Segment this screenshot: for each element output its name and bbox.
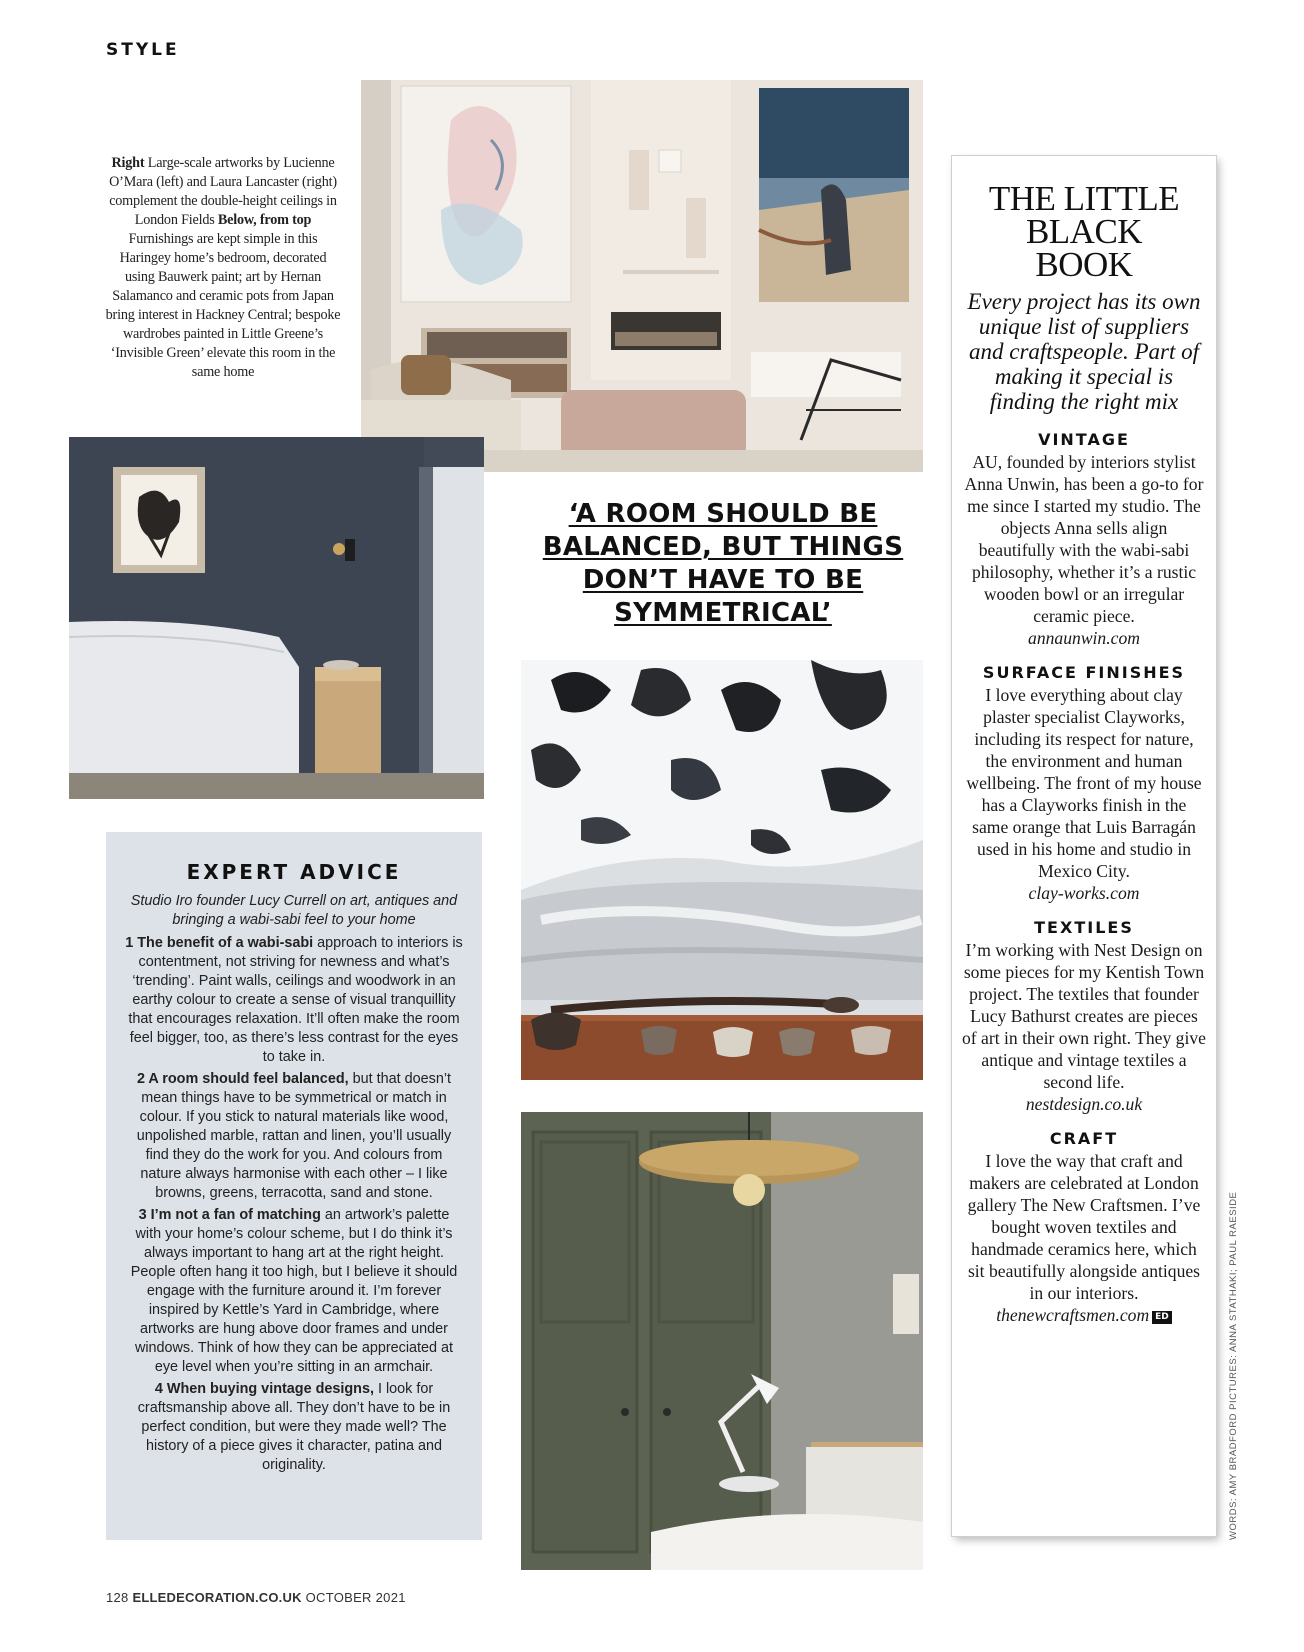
caption-below-text: Furnishings are kept simple in this Haringey home’s bedroom, decorated using Bauwerk paint; art by Hernan Salamanco and ceramic pots from Japan bring interest in Hackney Central; bespoke wardrobes painted in Little Greene’s ‘Invisible Green’ elevate this room in the same home [105, 231, 341, 380]
advice-tip-4-text: I look for craftsmanship above all. They don’t have to be in perfect condition, but were they made well? The history of a piece gives it character, patina and originality. [137, 1381, 451, 1473]
expert-advice-box [106, 832, 482, 1540]
pull-quote [523, 498, 923, 630]
little-black-book-standfirst: Every project has its own unique list of suppliers and craftspeople. Part of making it special is finding the right mix [967, 289, 1201, 414]
living-room-illustration [361, 80, 923, 472]
pull-quote-line-2: BALANCED, BUT THINGS [542, 532, 904, 562]
advice-tip-2-text: but that doesn’t mean things have to be symmetrical or match in colour. If you stick to natural materials like wood, unpolished marble, rattan and linen, you’ll usually find they do the work for you. And colours from nature always harmonise with each other – I like browns, greens, terracotta, sand and stone. [136, 1071, 452, 1201]
advice-tip-2-lead: 2 A room should feel balanced, [136, 1071, 349, 1087]
section-body-textiles [962, 939, 1206, 1115]
photo-caption [104, 154, 342, 382]
section-body-vintage [962, 451, 1206, 649]
section-text-surface-finishes: I love everything about clay plaster specialist Clayworks, including its respect for nature, the environment and human wellbeing. The front of my house has a Clayworks finish in the same orange that Luis Barragán used in his home and studio in Mexico City. [966, 685, 1202, 881]
caption-right-label: Right [111, 155, 145, 171]
caption-right-text: Large-scale artworks by Lucienne O’Mara (left) and Laura Lancaster (right) complement the double-height ceilings in London Fields [109, 155, 337, 228]
section-text-textiles: I’m working with Nest Design on some pieces for my Kentish Town project. The textiles that founder Lucy Bathurst creates are pieces of art in their own right. They give antique and vintage textiles a second life. [962, 940, 1206, 1092]
advice-tip-1-text: approach to interiors is contentment, not striving for newness and what’s ‘trending’. Paint walls, ceilings and woodwork in an earthy colour to create a sense of visual tranquillity that encourages relaxation. It’ll often make the room feel bigger, too, as there’s less contrast for the eyes to take in. [128, 935, 463, 1065]
bedroom-photo [69, 437, 484, 799]
title-line-1: THE LITTLE [988, 179, 1180, 218]
link-clayworks[interactable]: clay-works.com [1028, 883, 1140, 903]
page-footer [106, 1590, 406, 1605]
advice-tip-1 [124, 934, 464, 1067]
pull-quote-line-3: DON’T HAVE TO BE [582, 565, 864, 595]
section-heading-vintage: VINTAGE [1038, 430, 1130, 449]
artwork-ceramics-illustration [521, 660, 923, 1080]
pull-quote-line-1: ‘A ROOM SHOULD BE [568, 499, 878, 529]
wardrobe-room-illustration [521, 1112, 923, 1570]
end-mark-icon: ED [1152, 1311, 1172, 1324]
photo-credits: WORDS: AMY BRADFORD PICTURES: ANNA STATHAKI; PAUL RAESIDE [1228, 1191, 1239, 1540]
advice-tip-4-lead: 4 When buying vintage designs, [154, 1381, 374, 1397]
advice-tip-1-lead: 1 The benefit of a wabi-sabi [125, 935, 314, 951]
pull-quote-line-4: SYMMETRICAL’ [614, 598, 832, 628]
wardrobe-room-photo [521, 1112, 923, 1570]
title-line-2: BLACK [1025, 212, 1143, 251]
advice-tip-3-text: an artwork’s palette with your home’s colour scheme, but I do think it’s always important to hang art at the right height. People often hang it too high, but I believe it should engage with the furniture around it. I’m forever inspired by Kettle’s Yard in Cambridge, where artworks are hung above door frames and under windows. Think of how they can be appreciated at eye level when you’re sitting in an armchair. [130, 1207, 458, 1375]
expert-advice-intro: Studio Iro founder Lucy Currell on art, antiques and bringing a wabi-sabi feel to your home [130, 893, 458, 928]
caption-below-label: Below, from top [217, 212, 312, 228]
footer-issue: OCTOBER 2021 [305, 1590, 406, 1605]
section-heading-surface-finishes: SURFACE FINISHES [982, 663, 1186, 682]
section-body-craft [962, 1150, 1206, 1326]
section-text-vintage: AU, founded by interiors stylist Anna Unwin, has been a go-to for me since I started my studio. The objects Anna sells align beautifully with the wabi-sabi philosophy, whether it’s a rustic wooden bowl or an irregular ceramic piece. [964, 452, 1204, 626]
advice-tip-2 [124, 1070, 464, 1203]
little-black-book-sidebar [952, 156, 1216, 1536]
bedroom-illustration [69, 437, 484, 799]
advice-tip-4 [124, 1380, 464, 1475]
page-number: 128 [106, 1590, 129, 1605]
section-tag: STYLE [106, 40, 180, 60]
advice-tip-3 [124, 1206, 464, 1377]
expert-advice-heading: EXPERT ADVICE [186, 860, 402, 884]
link-thenewcraftsmen[interactable]: thenewcraftsmen.com [996, 1305, 1150, 1325]
link-nestdesign[interactable]: nestdesign.co.uk [1025, 1094, 1143, 1114]
little-black-book-title [962, 179, 1206, 284]
section-body-surface-finishes [962, 684, 1206, 904]
title-line-3: BOOK [1035, 245, 1133, 284]
section-text-craft: I love the way that craft and makers are celebrated at London gallery The New Craftsmen. I’ve bought woven textiles and handmade ceramics here, which sit beautifully alongside antiques in our interiors. [967, 1151, 1201, 1303]
artwork-ceramics-photo [521, 660, 923, 1080]
section-heading-textiles: TEXTILES [1034, 918, 1134, 937]
advice-tip-3-lead: 3 I’m not a fan of matching [138, 1207, 321, 1223]
living-room-photo [361, 80, 923, 472]
section-heading-craft: CRAFT [1049, 1129, 1119, 1148]
link-annaunwin[interactable]: annaunwin.com [1028, 628, 1140, 648]
footer-site: ELLEDECORATION.CO.UK [132, 1590, 302, 1605]
